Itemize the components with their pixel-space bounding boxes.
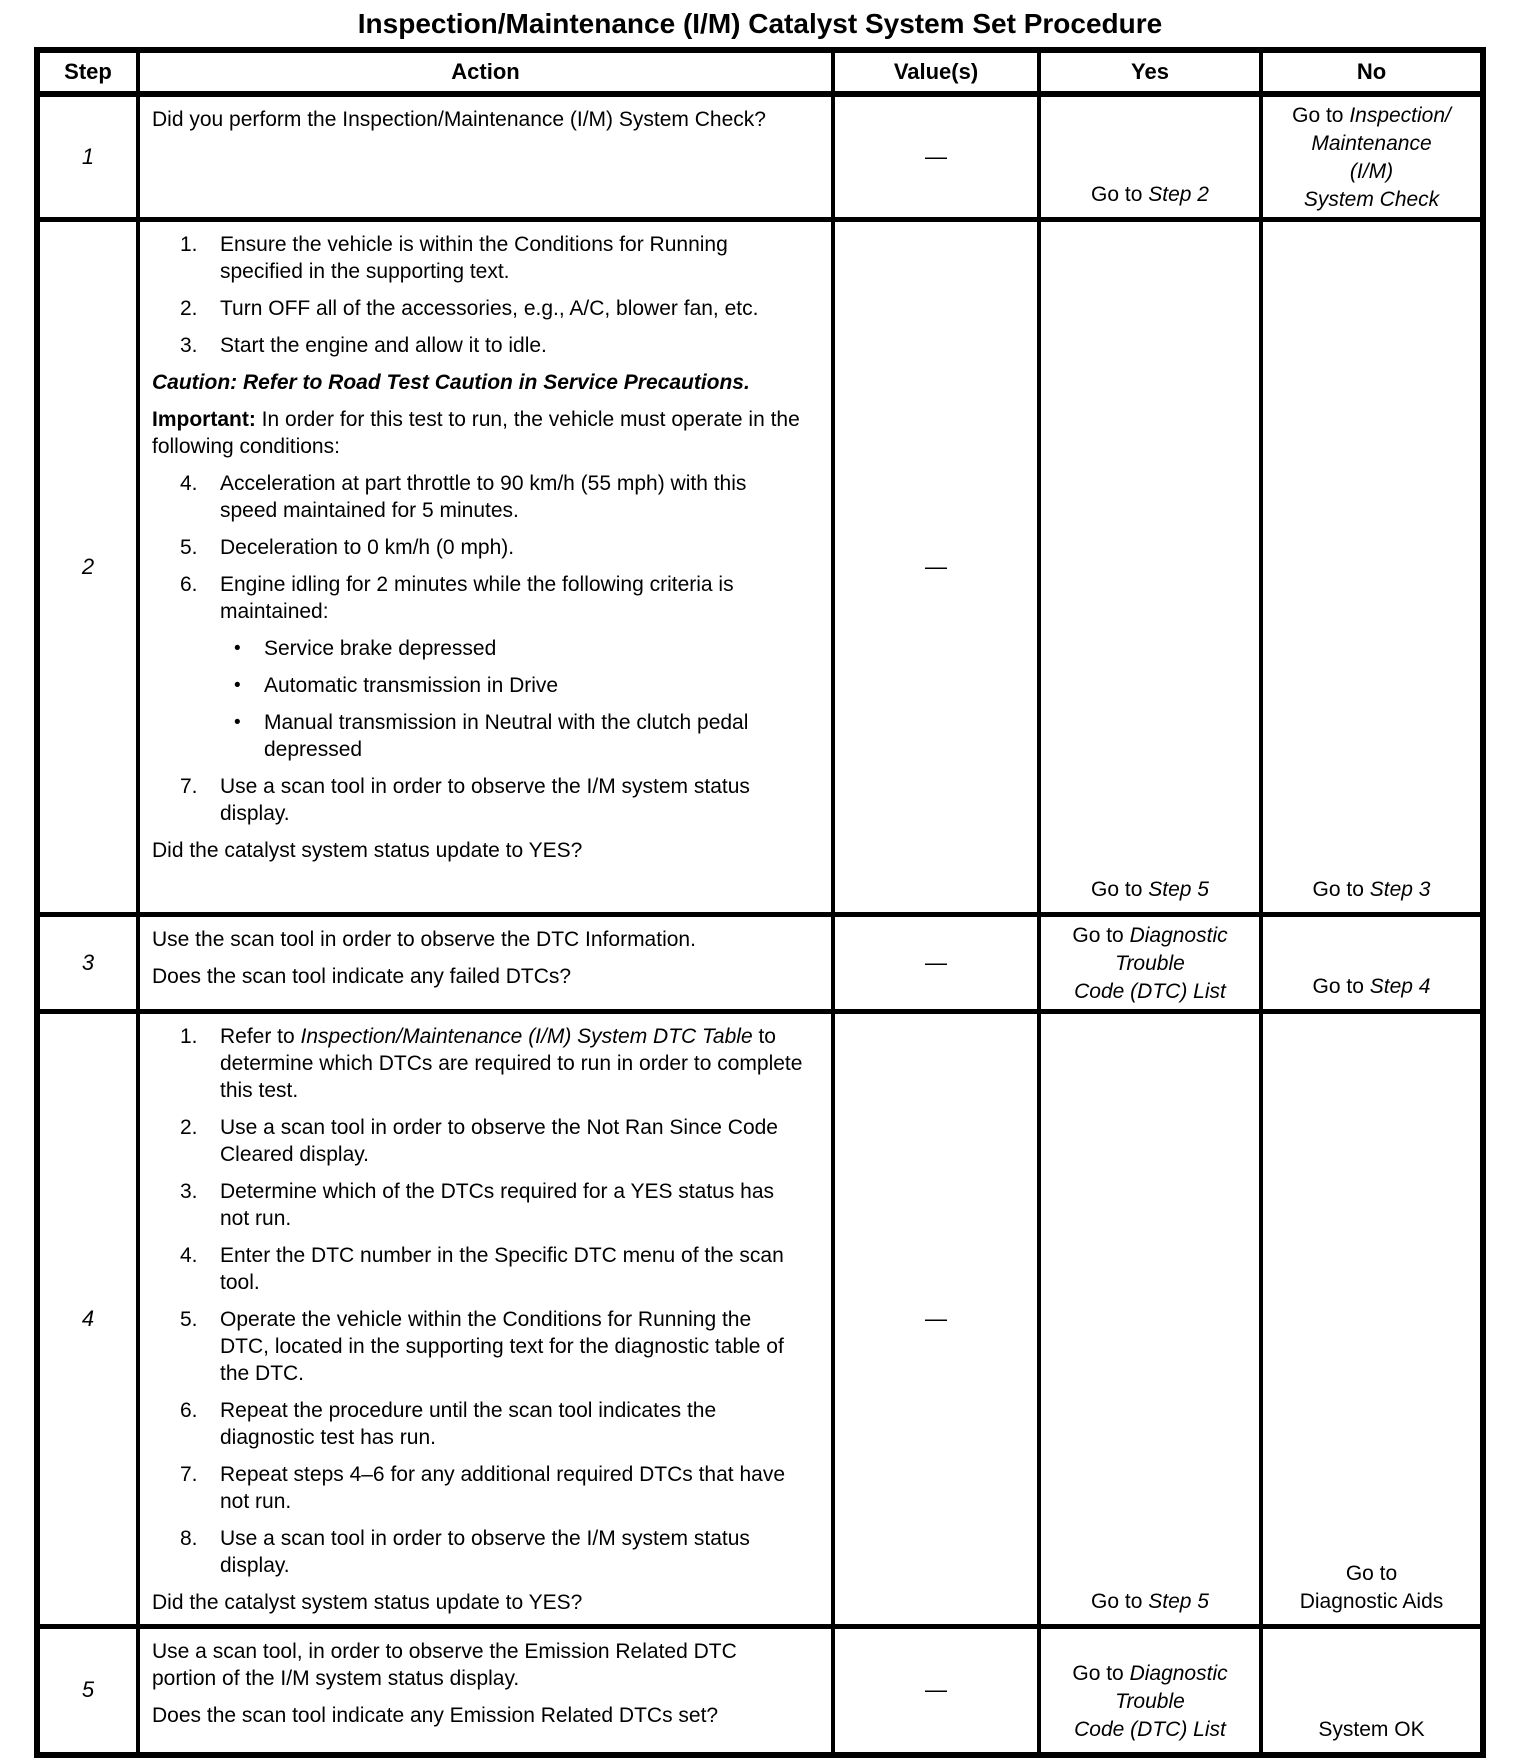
text-run: Refer to bbox=[220, 1025, 301, 1048]
text-run: Deceleration to 0 km/h (0 mph). bbox=[220, 536, 515, 559]
text-run: Service brake depressed bbox=[264, 637, 497, 660]
item-text bbox=[220, 332, 805, 359]
text-run: Step 3 bbox=[1369, 878, 1431, 901]
text-run: Use a scan tool in order to observe the I/M system status display. bbox=[220, 1527, 750, 1577]
yes-cell bbox=[1039, 220, 1261, 915]
text-run: Ensure the vehicle is within the Conditions for Running specified in the supporting text. bbox=[220, 233, 728, 283]
item-number: 2. bbox=[180, 297, 198, 320]
action-item-numbered bbox=[152, 470, 805, 524]
text-run: Use a scan tool, in order to observe the Emission Related DTC portion of the I/M system status display. bbox=[152, 1640, 737, 1690]
value-dash: — bbox=[925, 1677, 947, 1703]
action-item-numbered bbox=[152, 1178, 805, 1232]
yes-cell bbox=[1039, 94, 1261, 220]
value-cell bbox=[833, 220, 1039, 915]
item-text bbox=[220, 1461, 805, 1515]
action-paragraph bbox=[152, 369, 805, 396]
col-header-no: No bbox=[1261, 50, 1483, 94]
item-number: 4. bbox=[180, 1244, 198, 1267]
step-cell: 2 bbox=[37, 220, 138, 915]
action-paragraph bbox=[152, 837, 805, 864]
procedure-table bbox=[34, 47, 1486, 1758]
item-text bbox=[220, 773, 805, 827]
action-item-bullet bbox=[152, 672, 805, 699]
choice-line bbox=[1045, 1588, 1255, 1616]
text-run: Trouble bbox=[1115, 952, 1185, 975]
document-page bbox=[0, 8, 1520, 1758]
text-run: Code (DTC) List bbox=[1074, 980, 1226, 1003]
text-run: Step 4 bbox=[1369, 975, 1431, 998]
action-cell bbox=[138, 1012, 833, 1627]
item-number: 8. bbox=[180, 1527, 198, 1550]
item-number: 1. bbox=[180, 1025, 198, 1048]
item-text bbox=[220, 295, 805, 322]
item-text bbox=[220, 1023, 805, 1104]
text-run: Determine which of the DTCs required for a YES status has not run. bbox=[220, 1180, 775, 1230]
text-run: (I/M) bbox=[1349, 160, 1394, 183]
text-run: Operate the vehicle within the Conditions for Running the DTC, located in the supporting text for the diagnostic table of the DTC. bbox=[220, 1308, 784, 1385]
no-cell bbox=[1261, 220, 1483, 915]
item-text bbox=[220, 470, 805, 524]
action-item-numbered bbox=[152, 534, 805, 561]
choice-line bbox=[1045, 922, 1255, 950]
text-run: Did the catalyst system status update to YES? bbox=[152, 1591, 583, 1614]
item-number: 5. bbox=[180, 1308, 198, 1331]
step-cell: 5 bbox=[37, 1627, 138, 1755]
text-run: Code (DTC) List bbox=[1074, 1717, 1226, 1741]
text-run: Use the scan tool in order to observe the DTC Information. bbox=[152, 928, 696, 951]
item-number: 4. bbox=[180, 472, 198, 495]
text-run: Use a scan tool in order to observe the Not Ran Since Code Cleared display. bbox=[220, 1116, 778, 1166]
action-paragraph bbox=[152, 406, 805, 460]
text-run: Maintenance bbox=[1311, 132, 1432, 155]
item-text bbox=[220, 1242, 805, 1296]
text-run: Inspection/ bbox=[1349, 104, 1451, 127]
choice-line bbox=[1045, 1688, 1255, 1716]
text-run: Trouble bbox=[1115, 1689, 1185, 1713]
text-run: Inspection/Maintenance (I/M) System DTC Table bbox=[300, 1025, 753, 1048]
value-cell bbox=[833, 915, 1039, 1012]
choice-line bbox=[1045, 950, 1255, 978]
action-cell bbox=[138, 220, 833, 915]
action-item-numbered bbox=[152, 231, 805, 285]
item-number: 1. bbox=[180, 233, 198, 256]
action-cell bbox=[138, 915, 833, 1012]
col-header-step: Step bbox=[37, 50, 138, 94]
value-cell bbox=[833, 1627, 1039, 1755]
action-paragraph bbox=[152, 963, 805, 990]
choice-line bbox=[1267, 973, 1476, 1001]
text-run: Step 5 bbox=[1148, 1590, 1209, 1613]
choice-line bbox=[1267, 186, 1476, 214]
action-item-numbered bbox=[152, 295, 805, 322]
item-text bbox=[220, 571, 805, 625]
text-run: Important: bbox=[152, 408, 256, 431]
choice-line bbox=[1267, 102, 1476, 130]
value-cell bbox=[833, 94, 1039, 220]
text-run: Go to bbox=[1091, 1590, 1149, 1613]
text-run: Turn OFF all of the accessories, e.g., A/C, blower fan, etc. bbox=[220, 297, 759, 320]
item-number: 3. bbox=[180, 1180, 198, 1203]
text-run: Start the engine and allow it to idle. bbox=[220, 334, 547, 357]
action-item-numbered bbox=[152, 773, 805, 827]
item-number: 7. bbox=[180, 775, 198, 798]
bullet-icon: • bbox=[234, 638, 241, 659]
action-paragraph bbox=[152, 1638, 805, 1692]
table-header bbox=[37, 50, 1483, 94]
no-cell bbox=[1261, 915, 1483, 1012]
action-item-numbered bbox=[152, 1397, 805, 1451]
action-paragraph bbox=[152, 1702, 805, 1729]
action-item-numbered bbox=[152, 1114, 805, 1168]
item-number: 2. bbox=[180, 1116, 198, 1139]
action-item-numbered bbox=[152, 1461, 805, 1515]
table-row bbox=[37, 1627, 1483, 1755]
value-dash: — bbox=[925, 144, 947, 169]
text-run: Diagnostic bbox=[1129, 924, 1228, 947]
choice-line bbox=[1267, 1560, 1476, 1588]
bullet-icon: • bbox=[234, 675, 241, 696]
text-run: Go to bbox=[1072, 924, 1130, 947]
text-run: Go to bbox=[1292, 104, 1350, 127]
value-dash: — bbox=[925, 554, 947, 579]
item-number: 6. bbox=[180, 573, 198, 596]
action-item-numbered bbox=[152, 1242, 805, 1296]
item-text bbox=[264, 672, 805, 699]
item-text bbox=[220, 1397, 805, 1451]
no-cell bbox=[1261, 1012, 1483, 1627]
table-row bbox=[37, 220, 1483, 915]
choice-line bbox=[1045, 181, 1255, 209]
text-run: Go to bbox=[1091, 183, 1149, 206]
no-cell bbox=[1261, 1627, 1483, 1755]
item-text bbox=[220, 1306, 805, 1387]
text-run: Enter the DTC number in the Specific DTC menu of the scan tool. bbox=[220, 1244, 784, 1294]
step-cell: 1 bbox=[37, 94, 138, 220]
item-text bbox=[264, 635, 805, 662]
text-run: Go to bbox=[1312, 975, 1370, 998]
text-run: Did you perform the Inspection/Maintenance (I/M) System Check? bbox=[152, 108, 766, 131]
text-run: Does the scan tool indicate any Emission Related DTCs set? bbox=[152, 1704, 719, 1727]
text-run: Step 2 bbox=[1148, 183, 1209, 206]
text-run: In order for this test to run, the vehicle must operate in the following conditions: bbox=[152, 408, 800, 458]
procedure-table-body bbox=[37, 94, 1483, 1755]
text-run: System Check bbox=[1303, 188, 1440, 211]
text-run: Diagnostic bbox=[1129, 1661, 1228, 1685]
text-run: Repeat steps 4–6 for any additional required DTCs that have not run. bbox=[220, 1463, 786, 1513]
table-row bbox=[37, 915, 1483, 1012]
item-text bbox=[264, 709, 805, 763]
action-item-numbered bbox=[152, 1023, 805, 1104]
action-paragraph bbox=[152, 926, 805, 953]
action-item-numbered bbox=[152, 1525, 805, 1579]
item-text bbox=[220, 534, 805, 561]
item-text bbox=[220, 1114, 805, 1168]
yes-cell bbox=[1039, 1627, 1261, 1755]
item-number: 7. bbox=[180, 1463, 198, 1486]
action-item-numbered bbox=[152, 332, 805, 359]
text-run: Go to bbox=[1072, 1661, 1130, 1685]
text-run: Go to bbox=[1345, 1562, 1398, 1585]
item-text bbox=[220, 1178, 805, 1232]
text-run: Use a scan tool in order to observe the I/M system status display. bbox=[220, 775, 750, 825]
action-item-bullet bbox=[152, 709, 805, 763]
text-run: Does the scan tool indicate any failed DTCs? bbox=[152, 965, 572, 988]
value-dash: — bbox=[925, 1306, 947, 1331]
action-cell bbox=[138, 1627, 833, 1755]
item-text bbox=[220, 231, 805, 285]
item-number: 5. bbox=[180, 536, 198, 559]
text-run: Diagnostic Aids bbox=[1299, 1590, 1444, 1613]
text-run: Did the catalyst system status update to YES? bbox=[152, 839, 583, 862]
action-paragraph bbox=[152, 106, 805, 133]
text-run: Automatic transmission in Drive bbox=[264, 674, 559, 697]
page-title: Inspection/Maintenance (I/M) Catalyst System Set Procedure bbox=[357, 8, 1163, 39]
text-run: Engine idling for 2 minutes while the following criteria is maintained: bbox=[220, 573, 734, 623]
col-header-yes: Yes bbox=[1039, 50, 1261, 94]
choice-line bbox=[1267, 158, 1476, 186]
value-cell bbox=[833, 1012, 1039, 1627]
text-run: Step 5 bbox=[1148, 878, 1209, 901]
no-cell bbox=[1261, 94, 1483, 220]
action-item-bullet bbox=[152, 635, 805, 662]
action-cell bbox=[138, 94, 833, 220]
choice-line bbox=[1267, 876, 1476, 904]
yes-cell bbox=[1039, 1012, 1261, 1627]
choice-line bbox=[1267, 1588, 1476, 1616]
table-row bbox=[37, 1012, 1483, 1627]
choice-line bbox=[1267, 130, 1476, 158]
choice-line bbox=[1045, 1660, 1255, 1688]
yes-cell bbox=[1039, 915, 1261, 1012]
item-text bbox=[220, 1525, 805, 1579]
table-row bbox=[37, 94, 1483, 220]
text-run: Caution: Refer to Road Test Caution in Service Precautions. bbox=[152, 371, 750, 394]
text-run: Acceleration at part throttle to 90 km/h (55 mph) with this speed maintained for 5 minutes. bbox=[220, 472, 747, 522]
header-row bbox=[37, 50, 1483, 94]
action-paragraph bbox=[152, 1589, 805, 1616]
value-dash: — bbox=[925, 950, 947, 975]
action-item-numbered bbox=[152, 571, 805, 625]
text-run: Go to bbox=[1312, 878, 1370, 901]
item-number: 6. bbox=[180, 1399, 198, 1422]
item-number: 3. bbox=[180, 334, 198, 357]
text-run: to determine which DTCs are required to run in order to complete this test. bbox=[220, 1025, 803, 1102]
text-run: Manual transmission in Neutral with the clutch pedal depressed bbox=[264, 711, 749, 761]
col-header-values: Value(s) bbox=[833, 50, 1039, 94]
step-cell: 3 bbox=[37, 915, 138, 1012]
step-cell: 4 bbox=[37, 1012, 138, 1627]
text-run: Repeat the procedure until the scan tool indicates the diagnostic test has run. bbox=[220, 1399, 717, 1449]
text-run: Go to bbox=[1091, 878, 1149, 901]
choice-line bbox=[1045, 876, 1255, 904]
bullet-icon: • bbox=[234, 712, 241, 733]
action-item-numbered bbox=[152, 1306, 805, 1387]
text-run: System OK bbox=[1318, 1717, 1425, 1741]
col-header-action: Action bbox=[138, 50, 833, 94]
choice-line bbox=[1045, 978, 1255, 1006]
